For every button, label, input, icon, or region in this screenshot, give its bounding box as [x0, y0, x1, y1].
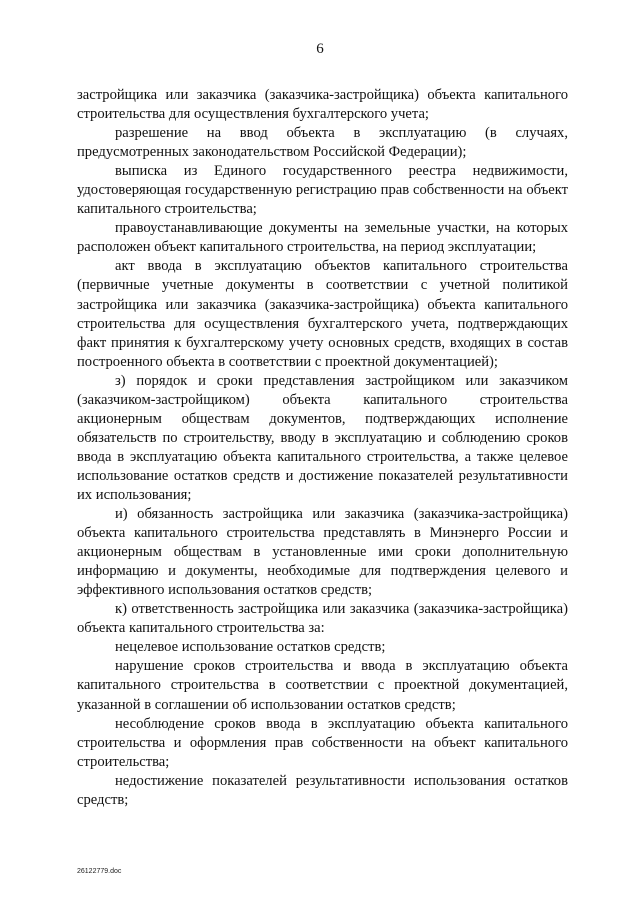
paragraph-noncompliance: несоблюдение сроков ввода в эксплуатацию объекта капитального строительства и оформления прав собственности на объект капитального строительства; — [77, 715, 568, 770]
paragraph-land-documents: правоустанавливающие документы на земельные участки, на которых расположен объект капитального строительства, на период эксплуатации; — [77, 220, 568, 256]
document-body — [77, 86, 568, 810]
paragraph-misuse: нецелевое использование остатков средств; — [115, 639, 386, 656]
paragraph-continuation: застройщика или заказчика (заказчика-застройщика) объекта капитального строительства для осуществления бухгалтерского учета; — [77, 87, 568, 123]
paragraph-permit: разрешение на ввод объекта в эксплуатацию (в случаях, предусмотренных законодательством Российской Федерации); — [77, 125, 568, 161]
page-number: 6 — [316, 41, 324, 57]
paragraph-item-i: и) обязанность застройщика или заказчика (заказчика-застройщика) объекта капитального строительства представлять в Минэнерго России и акционерным обществам в установленные ими сроки дополнительную информацию и документы, необходимые для подтверждения целевого и эффективного использования остатков средств; — [77, 506, 568, 599]
document-filename: 26122779.doc — [77, 868, 122, 875]
paragraph-registry-extract: выписка из Единого государственного реестра недвижимости, удостоверяющая государственную регистрацию прав собственности на объект капитального строительства; — [77, 163, 568, 218]
paragraph-item-z: з) порядок и сроки представления застройщиком или заказчиком (заказчиком-застройщиком) объекта капитального строительства акционерным обществам документов, подтверждающих исполнение обязательств по строительству, вводу в эксплуатацию и соблюдению сроков ввода в эксплуатацию объекта капитального строительства, а также целевое использование остатков средств и достижение показателей результативности их использования; — [77, 372, 568, 503]
paragraph-non-achievement: недостижение показателей результативности использования остатков средств; — [77, 772, 568, 808]
paragraph-deadline-violation: нарушение сроков строительства и ввода в эксплуатацию объекта капитального строительства в соответствии с проектной документацией, указанной в соглашении об использовании остатков средств; — [77, 658, 568, 713]
paragraph-commissioning-act: акт ввода в эксплуатацию объектов капитального строительства (первичные учетные документы в соответствии с учетной политикой застройщика или заказчика (заказчика-застройщика) объекта капитального строительства для осуществления бухгалтерского учета, подтверждающих факт принятия к бухгалтерскому учету основных средств, входящих в состав построенного объекта в соответствии с проектной документацией); — [77, 258, 568, 370]
paragraph-item-k: к) ответственность застройщика или заказчика (заказчика-застройщика) объекта капитального строительства за: — [77, 601, 568, 637]
